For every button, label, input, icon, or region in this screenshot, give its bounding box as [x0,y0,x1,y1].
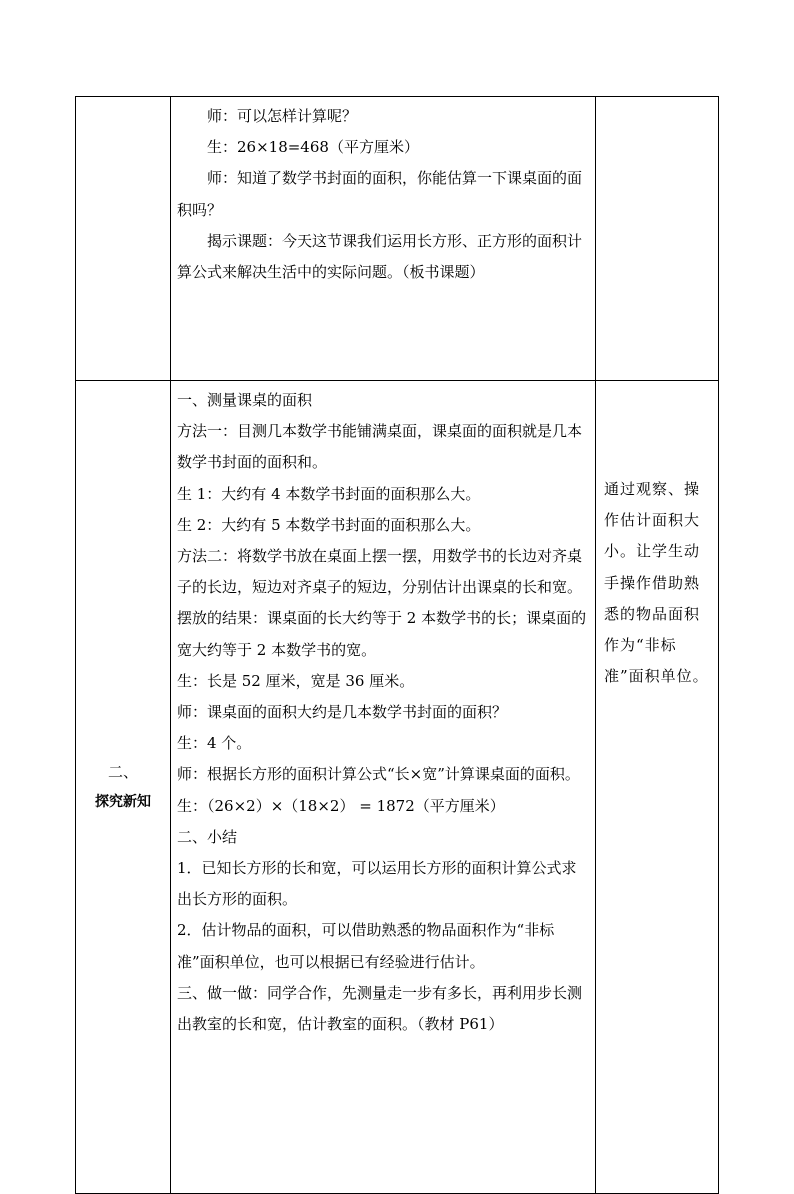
note-cell [596,97,719,381]
content-line: 生：（26×2）×（18×2） = 1872（平方厘米） [177,796,505,815]
content-line: 方法一：目测几本数学书能铺满桌面，课桌面的面积就是几本数学书封面的面积和。 [177,422,583,472]
note-cell [596,381,719,1194]
content-line: 2．估计物品的面积，可以借助熟悉的物品面积作为“非标准”面积单位，也可以根据已有经验进行估计。 [177,921,555,971]
content-line: 师：课桌面的面积大约是几本数学书封面的面积？ [177,703,508,722]
section-heading: 二、小结 [177,827,238,846]
stage-cell [76,381,171,1194]
content-line: 生 1：大约有 4 本数学书封面的面积那么大。 [177,484,481,503]
content-line: 生：4 个。 [177,734,252,753]
content-line: 三、做一做：同学合作，先测量走一步有多长，再利用步长测出教室的长和宽，估计教室的面积。（教材 P61） [177,983,583,1034]
section-heading: 一、测量课桌的面积 [177,391,313,409]
design-note: 通过观察、操作估计面积大小。让学生动手操作借助熟悉的物品面积作为“非标准”面积单位。 [604,480,709,686]
dialogue-line: 揭示课题：今天这节课我们运用长方形、正方形的面积计算公式来解决生活中的实际问题。（板书课题） [177,231,583,282]
content-line: 师：根据长方形的面积计算公式“长×宽”计算课桌面的面积。 [177,765,580,784]
content-cell [171,381,596,1194]
dialogue-line: 生：26×18=468（平方厘米） [207,138,419,157]
dialogue-line: 师：可以怎样计算呢？ [207,107,358,125]
content-line: 方法二：将数学书放在桌面上摆一摆，用数学书的长边对齐桌子的长边，短边对齐桌子的短边，分别估计出课桌的长和宽。 [177,547,583,597]
content-line: 1．已知长方形的长和宽，可以运用长方形的面积计算公式求出长方形的面积。 [177,859,577,909]
stage-number: 二、 [107,763,138,781]
stage-cell [76,97,171,381]
content-line: 生 2：大约有 5 本数学书封面的面积那么大。 [177,515,481,534]
table-row [76,97,719,381]
content-line: 生：长是 52 厘米，宽是 36 厘米。 [177,671,415,690]
dialogue-line: 师：知道了数学书封面的面积，你能估算一下课桌面的面积吗？ [177,169,583,219]
content-line: 摆放的结果：课桌面的长大约等于 2 本数学书的长；课桌面的宽大约等于 2 本数学书的宽。 [177,609,587,659]
stage-name: 探究新知 [95,794,151,810]
table-row [76,381,719,1194]
lesson-plan-table [75,96,719,1194]
content-cell [171,97,596,381]
